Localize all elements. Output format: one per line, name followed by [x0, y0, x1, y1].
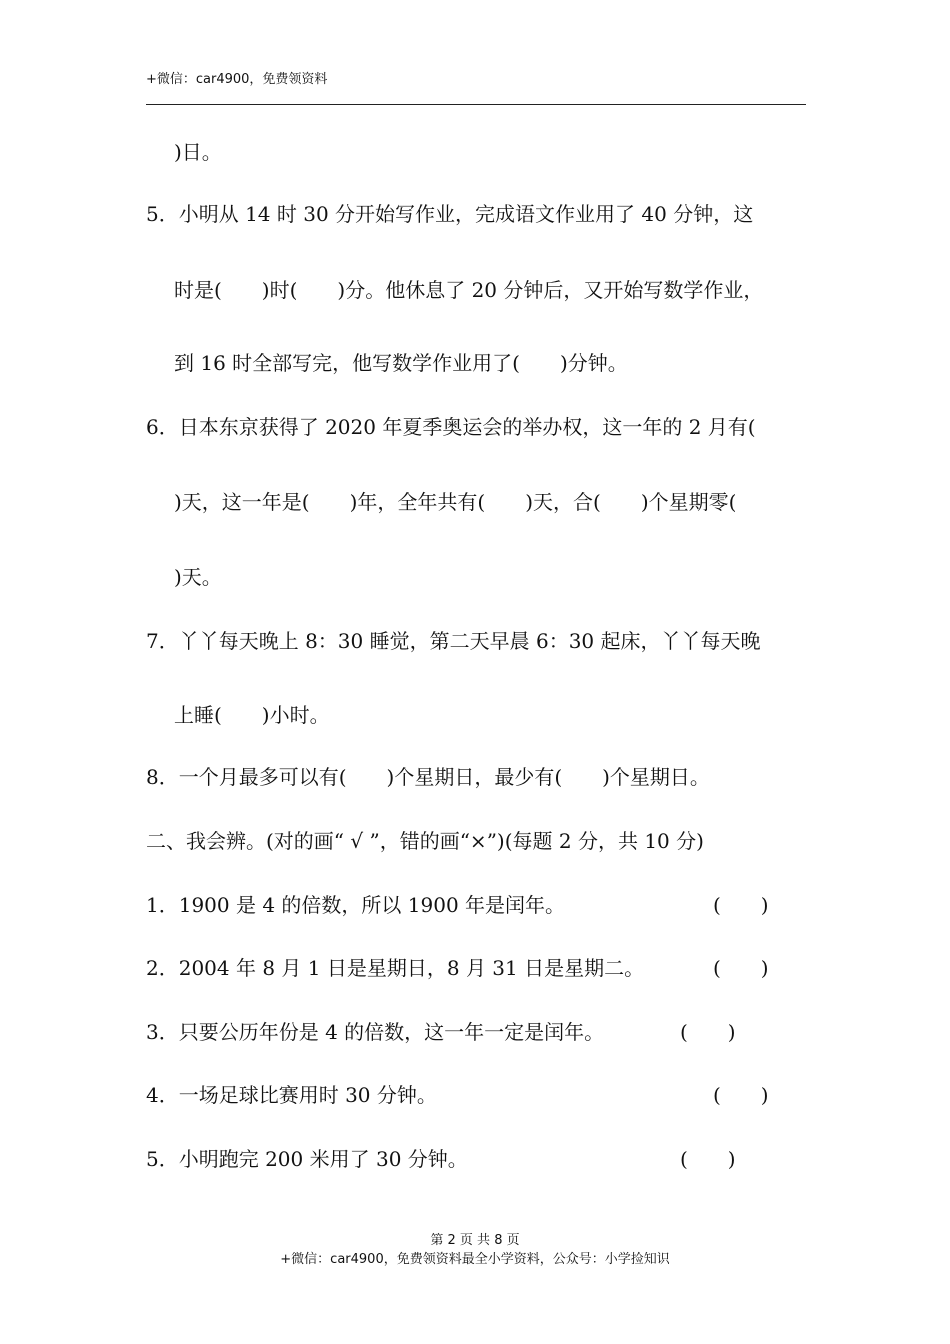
footer-note: +微信：car4900，免费领资料最全小学资料，公众号：小学捡知识: [280, 1252, 670, 1267]
question-5-line-3: 到 16 时全部写完，他写数学作业用了( )分钟。: [174, 351, 628, 375]
judgment-3-text: 3．只要公历年份是 4 的倍数，这一年一定是闰年。: [146, 1020, 605, 1044]
section-2-heading: 二、我会辨。(对的画“ √ ”，错的画“×”)(每题 2 分，共 10 分): [146, 829, 704, 853]
judgment-3-answer[interactable]: ( ): [680, 1020, 736, 1044]
judgment-5-text: 5．小明跑完 200 米用了 30 分钟。: [146, 1147, 468, 1171]
judgment-2-answer[interactable]: ( ): [713, 956, 769, 980]
question-5-line-1: 5．小明从 14 时 30 分开始写作业，完成语文作业用了 40 分钟，这: [146, 202, 754, 226]
judgment-4-text: 4．一场足球比赛用时 30 分钟。: [146, 1083, 437, 1107]
question-5-line-2: 时是( )时( )分。他休息了 20 分钟后，又开始写数学作业，: [174, 278, 764, 302]
header-note: +微信：car4900，免费领资料: [146, 72, 328, 87]
judgment-4-answer[interactable]: ( ): [713, 1083, 769, 1107]
question-7-line-1: 7．丫丫每天晚上 8：30 睡觉，第二天早晨 6：30 起床，丫丫每天晚: [146, 629, 761, 653]
question-6-line-1: 6．日本东京获得了 2020 年夏季奥运会的举办权，这一年的 2 月有(: [146, 415, 756, 439]
question-8: 8．一个月最多可以有( )个星期日，最少有( )个星期日。: [146, 765, 710, 789]
judgment-1-text: 1．1900 是 4 的倍数，所以 1900 年是闰年。: [146, 893, 566, 917]
judgment-1-answer[interactable]: ( ): [713, 893, 769, 917]
question-6-line-2: )天，这一年是( )年，全年共有( )天，合( )个星期零(: [174, 490, 737, 514]
question-7-line-2: 上睡( )小时。: [174, 703, 330, 727]
question-6-line-3: )天。: [174, 565, 222, 589]
text-line: )日。: [174, 140, 222, 164]
header-divider: [146, 104, 806, 105]
judgment-5-answer[interactable]: ( ): [680, 1147, 736, 1171]
judgment-2-text: 2．2004 年 8 月 1 日是星期日，8 月 31 日是星期二。: [146, 956, 645, 980]
page-number: 第 2 页 共 8 页: [430, 1233, 520, 1248]
